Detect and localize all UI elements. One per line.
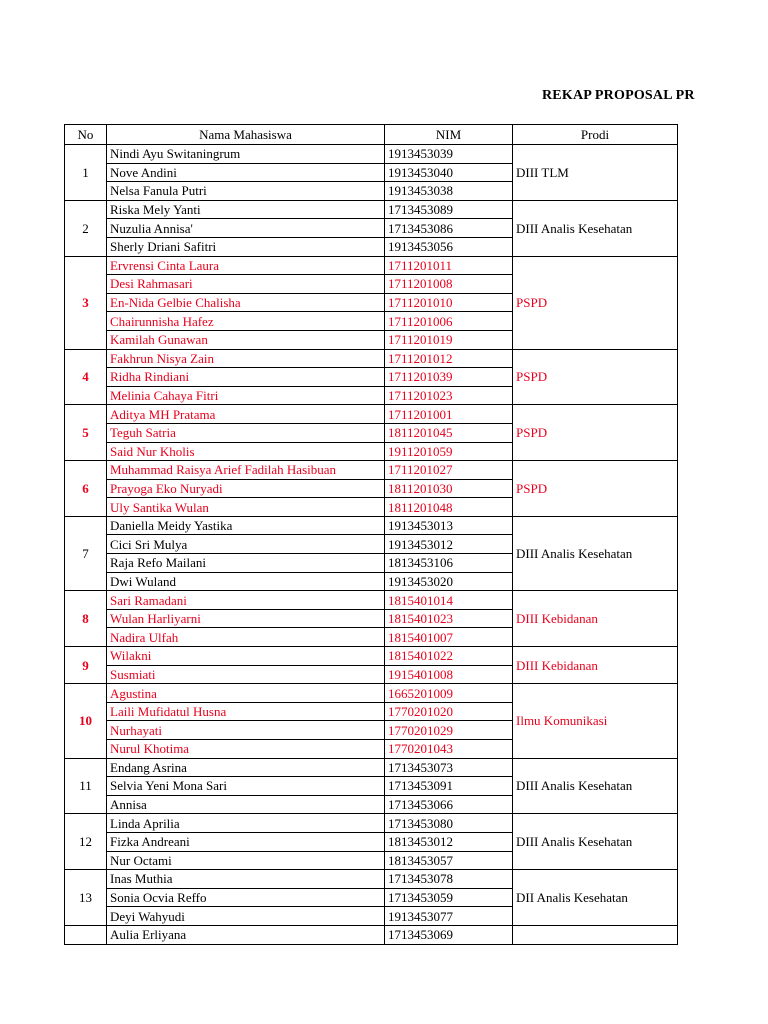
header-nama: Nama Mahasiswa [107, 125, 385, 145]
group-number: 13 [65, 870, 107, 926]
group-prodi: PSPD [513, 461, 678, 517]
student-nim: 1911201059 [385, 442, 513, 461]
student-name: Selvia Yeni Mona Sari [107, 777, 385, 796]
group-prodi: PSPD [513, 256, 678, 349]
student-name: Raja Refo Mailani [107, 554, 385, 573]
group-number: 2 [65, 200, 107, 256]
group-prodi [513, 925, 678, 944]
student-name: Nindi Ayu Switaningrum [107, 145, 385, 164]
table-row [65, 925, 678, 944]
student-nim: 1711201001 [385, 405, 513, 424]
group-prodi: DIII Analis Kesehatan [513, 758, 678, 814]
student-nim: 1913453020 [385, 572, 513, 591]
table-row [65, 684, 678, 703]
header-prodi: Prodi [513, 125, 678, 145]
table-row [65, 461, 678, 480]
student-nim: 1913453077 [385, 907, 513, 926]
student-name: Agustina [107, 684, 385, 703]
student-name: Aulia Erliyana [107, 925, 385, 944]
table-row [65, 145, 678, 164]
student-name: Said Nur Kholis [107, 442, 385, 461]
student-nim: 1815401007 [385, 628, 513, 647]
student-name: Sherly Driani Safitri [107, 237, 385, 256]
student-nim: 1713453069 [385, 925, 513, 944]
group-number: 11 [65, 758, 107, 814]
student-name: Nur Octami [107, 851, 385, 870]
student-nim: 1811201048 [385, 498, 513, 517]
table-row [65, 200, 678, 219]
student-nim: 1815401014 [385, 591, 513, 610]
group-number: 12 [65, 814, 107, 870]
student-name: Inas Muthia [107, 870, 385, 889]
table-row [65, 516, 678, 535]
table-row [65, 256, 678, 275]
student-nim: 1711201023 [385, 386, 513, 405]
student-nim: 1815401023 [385, 609, 513, 628]
student-name: En-Nida Gelbie Chalisha [107, 293, 385, 312]
student-nim: 1665201009 [385, 684, 513, 703]
group-number: 5 [65, 405, 107, 461]
student-nim: 1813453012 [385, 832, 513, 851]
student-name: Uly Santika Wulan [107, 498, 385, 517]
student-name: Cici Sri Mulya [107, 535, 385, 554]
student-nim: 1913453038 [385, 182, 513, 201]
group-prodi: DIII Analis Kesehatan [513, 814, 678, 870]
student-nim: 1913453013 [385, 516, 513, 535]
rekap-body [65, 145, 678, 945]
student-name: Deyi Wahyudi [107, 907, 385, 926]
group-prodi: DIII Kebidanan [513, 647, 678, 684]
table-row [65, 349, 678, 368]
student-nim: 1711201006 [385, 312, 513, 331]
student-nim: 1815401022 [385, 647, 513, 666]
student-nim: 1913453040 [385, 163, 513, 182]
group-prodi: DIII Kebidanan [513, 591, 678, 647]
group-number: 9 [65, 647, 107, 684]
group-prodi: DII Analis Kesehatan [513, 870, 678, 926]
student-name: Ridha Rindiani [107, 368, 385, 387]
table-row [65, 814, 678, 833]
group-number: 6 [65, 461, 107, 517]
student-name: Kamilah Gunawan [107, 330, 385, 349]
student-name: Prayoga Eko Nuryadi [107, 479, 385, 498]
student-nim: 1713453091 [385, 777, 513, 796]
student-nim: 1713453080 [385, 814, 513, 833]
table-row [65, 870, 678, 889]
header-nim: NIM [385, 125, 513, 145]
student-name: Nove Andini [107, 163, 385, 182]
student-nim: 1711201019 [385, 330, 513, 349]
student-nim: 1713453073 [385, 758, 513, 777]
student-name: Riska Mely Yanti [107, 200, 385, 219]
group-prodi: Ilmu Komunikasi [513, 684, 678, 758]
student-nim: 1813453106 [385, 554, 513, 573]
table-row [65, 591, 678, 610]
student-nim: 1711201011 [385, 256, 513, 275]
group-number: 8 [65, 591, 107, 647]
student-nim: 1711201039 [385, 368, 513, 387]
student-name: Dwi Wuland [107, 572, 385, 591]
group-number: 4 [65, 349, 107, 405]
student-name: Linda Aprilia [107, 814, 385, 833]
student-nim: 1913453056 [385, 237, 513, 256]
student-nim: 1711201010 [385, 293, 513, 312]
student-nim: 1713453066 [385, 795, 513, 814]
table-row [65, 647, 678, 666]
student-name: Sonia Ocvia Reffo [107, 888, 385, 907]
student-name: Susmiati [107, 665, 385, 684]
header-row [65, 125, 678, 145]
table-row [65, 758, 678, 777]
student-nim: 1813453057 [385, 851, 513, 870]
student-name: Chairunnisha Hafez [107, 312, 385, 331]
student-name: Nuzulia Annisa' [107, 219, 385, 238]
group-number [65, 925, 107, 944]
student-nim: 1713453086 [385, 219, 513, 238]
table-row [65, 405, 678, 424]
student-name: Wulan Harliyarni [107, 609, 385, 628]
student-name: Wilakni [107, 647, 385, 666]
group-number: 7 [65, 516, 107, 590]
student-name: Fakhrun Nisya Zain [107, 349, 385, 368]
student-nim: 1770201020 [385, 702, 513, 721]
student-name: Aditya MH Pratama [107, 405, 385, 424]
student-name: Nurul Khotima [107, 740, 385, 759]
student-nim: 1713453089 [385, 200, 513, 219]
group-prodi: DIII Analis Kesehatan [513, 200, 678, 256]
group-prodi: PSPD [513, 349, 678, 405]
student-name: Sari Ramadani [107, 591, 385, 610]
student-nim: 1770201043 [385, 740, 513, 759]
student-name: Teguh Satria [107, 423, 385, 442]
group-number: 10 [65, 684, 107, 758]
student-nim: 1770201029 [385, 721, 513, 740]
student-name: Nelsa Fanula Putri [107, 182, 385, 201]
group-prodi: PSPD [513, 405, 678, 461]
student-nim: 1711201008 [385, 275, 513, 294]
group-prodi: DIII TLM [513, 145, 678, 201]
student-nim: 1713453078 [385, 870, 513, 889]
student-name: Fizka Andreani [107, 832, 385, 851]
student-name: Endang Asrina [107, 758, 385, 777]
student-name: Melinia Cahaya Fitri [107, 386, 385, 405]
student-name: Nadira Ulfah [107, 628, 385, 647]
student-nim: 1913453012 [385, 535, 513, 554]
student-nim: 1915401008 [385, 665, 513, 684]
student-name: Muhammad Raisya Arief Fadilah Hasibuan [107, 461, 385, 480]
header-no: No [65, 125, 107, 145]
student-name: Daniella Meidy Yastika [107, 516, 385, 535]
student-name: Desi Rahmasari [107, 275, 385, 294]
group-number: 3 [65, 256, 107, 349]
student-nim: 1811201030 [385, 479, 513, 498]
student-nim: 1811201045 [385, 423, 513, 442]
student-nim: 1711201027 [385, 461, 513, 480]
student-name: Laili Mufidatul Husna [107, 702, 385, 721]
page-title: REKAP PROPOSAL PR [542, 88, 695, 103]
student-nim: 1913453039 [385, 145, 513, 164]
student-name: Annisa [107, 795, 385, 814]
student-name: Ervrensi Cinta Laura [107, 256, 385, 275]
group-prodi: DIII Analis Kesehatan [513, 516, 678, 590]
group-number: 1 [65, 145, 107, 201]
student-nim: 1711201012 [385, 349, 513, 368]
student-nim: 1713453059 [385, 888, 513, 907]
rekap-table [64, 124, 678, 945]
student-name: Nurhayati [107, 721, 385, 740]
